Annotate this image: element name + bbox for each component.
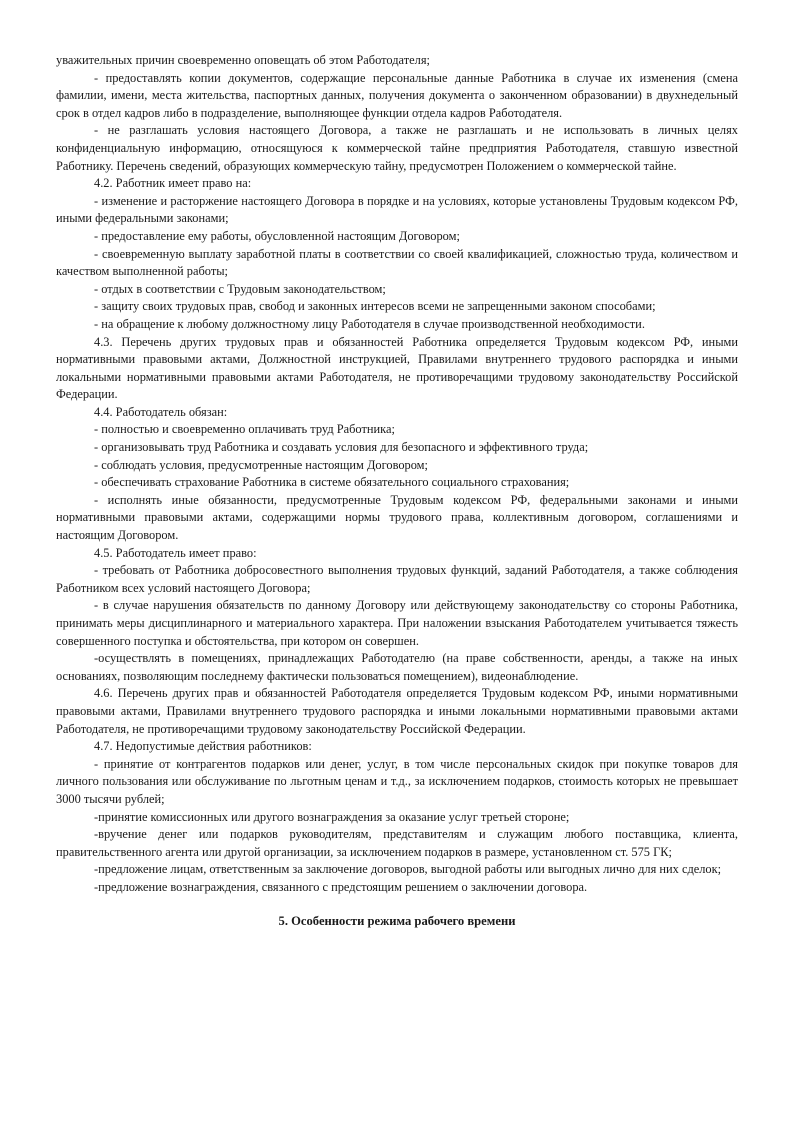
- list-item: - своевременную выплату заработной платы в соответствии со своей квалификацией, сложностью труда, количеством и качеством выполненной работы;: [56, 246, 738, 279]
- list-item: -предложение вознаграждения, связанного с предстоящим решением о заключении договора.: [94, 879, 588, 894]
- list-item: -предложение лицам, ответственным за заключение договоров, выгодной работы или выгодных лично для них сделок;: [94, 862, 722, 877]
- clause: 4.3. Перечень других трудовых прав и обязанностей Работника определяется Трудовым кодексом РФ, иными нормативными правовыми актами, Должностной инструкцией, Правилами внутреннего трудового распорядка и иными локальными нормативными правовыми актами Работодателя, не противоречащими трудовому законодательству Российской Федерации.: [56, 334, 738, 402]
- list-item: - предоставление ему работы, обусловленной настоящим Договором;: [94, 228, 460, 243]
- list-item: - изменение и расторжение настоящего Договора в порядке и на условиях, которые установлены Трудовым кодексом РФ, иными федеральными законами;: [56, 193, 738, 226]
- list-item: - защиту своих трудовых прав, свобод и законных интересов всеми не запрещенными законом способами;: [94, 299, 656, 314]
- list-item: - полностью и своевременно оплачивать труд Работника;: [94, 422, 395, 437]
- list-item: - требовать от Работника добросовестного выполнения трудовых функций, заданий Работодателя, а также соблюдения Работником всех условий настоящего Договора;: [56, 563, 738, 595]
- list-item: - организовывать труд Работника и создавать условия для безопасного и эффективного труда;: [94, 440, 589, 455]
- list-item: -принятие комиссионных или другого вознаграждения за оказание услуг третьей стороне;: [94, 809, 570, 824]
- list-item: -вручение денег или подарков руководителям, представителям и служащим любого поставщика, клиента, правительственного агента или другой организации, за исключением подарков в размере, установленном ст. 575 ГК;: [56, 827, 738, 859]
- clause-heading: 4.7. Недопустимые действия работников:: [94, 739, 312, 754]
- paragraph: - предоставлять копии документов, содержащие персональные данные Работника в случае их изменения (смена фамилии, имени, места жительства, паспортных данных, получения документа о законченном образовании) в двухнедельный срок в отдел кадров либо в подразделение, выполняющее функции отдела кадров Работодателя.: [56, 70, 738, 120]
- list-item: -осуществлять в помещениях, принадлежащих Работодателю (на праве собственности, аренды, а также на иных основаниях, позволяющим последнему фактически пользоваться помещением), видеонаблюдение.: [56, 651, 738, 683]
- clause: 4.6. Перечень других прав и обязанностей Работодателя определяется Трудовым кодексом РФ, иными нормативными правовыми актами, Правилами внутреннего трудового распорядка и иными локальными нормативными правовыми актами Работодателя, не противоречащими трудовому законодательству Российской Федерации.: [56, 686, 738, 736]
- list-item: - отдых в соответствии с Трудовым законодательством;: [94, 281, 386, 296]
- clause-heading: 4.4. Работодатель обязан:: [94, 404, 228, 419]
- section-heading: 5. Особенности режима рабочего времени: [278, 913, 516, 928]
- list-item: - на обращение к любому должностному лицу Работодателя в случае производственной необходимости.: [94, 316, 645, 331]
- document-page: [56, 52, 738, 930]
- clause-heading: 4.2. Работник имеет право на:: [94, 176, 252, 191]
- list-item: - обеспечивать страхование Работника в системе обязательного социального страхования;: [94, 475, 570, 490]
- paragraph: - не разглашать условия настоящего Договора, а также не разглашать и не использовать в личных целях конфиденциальную информацию, относящуюся к коммерческой тайне предприятия Работодателя, ставшую известной Работнику. Перечень сведений, образующих коммерческую тайну, предусмотрен Положением о коммерческой тайне.: [56, 123, 738, 173]
- paragraph: уважительных причин своевременно оповещать об этом Работодателя;: [56, 53, 430, 67]
- list-item: - соблюдать условия, предусмотренные настоящим Договором;: [94, 457, 428, 472]
- list-item: - исполнять иные обязанности, предусмотренные Трудовым кодексом РФ, федеральными законами и иными нормативными правовыми актами, содержащими нормы трудового права, коллективным договором, соглашениями и настоящим Договором.: [56, 492, 738, 543]
- clause-heading: 4.5. Работодатель имеет право:: [94, 545, 257, 560]
- list-item: - в случае нарушения обязательств по данному Договору или действующему законодательству со стороны Работника, принимать меры дисциплинарного и материального характера. При наложении взыскания Работодателем учитывается тяжесть совершенного поступка и обстоятельства, при котором он совершен.: [56, 598, 738, 648]
- list-item: - принятие от контрагентов подарков или денег, услуг, в том числе персональных скидок при покупке товаров для личного пользования или обслуживание по льготным ценам и т.д., за исключением подарков, стоимость которых не превышает 3000 тысячи рублей;: [56, 756, 738, 806]
